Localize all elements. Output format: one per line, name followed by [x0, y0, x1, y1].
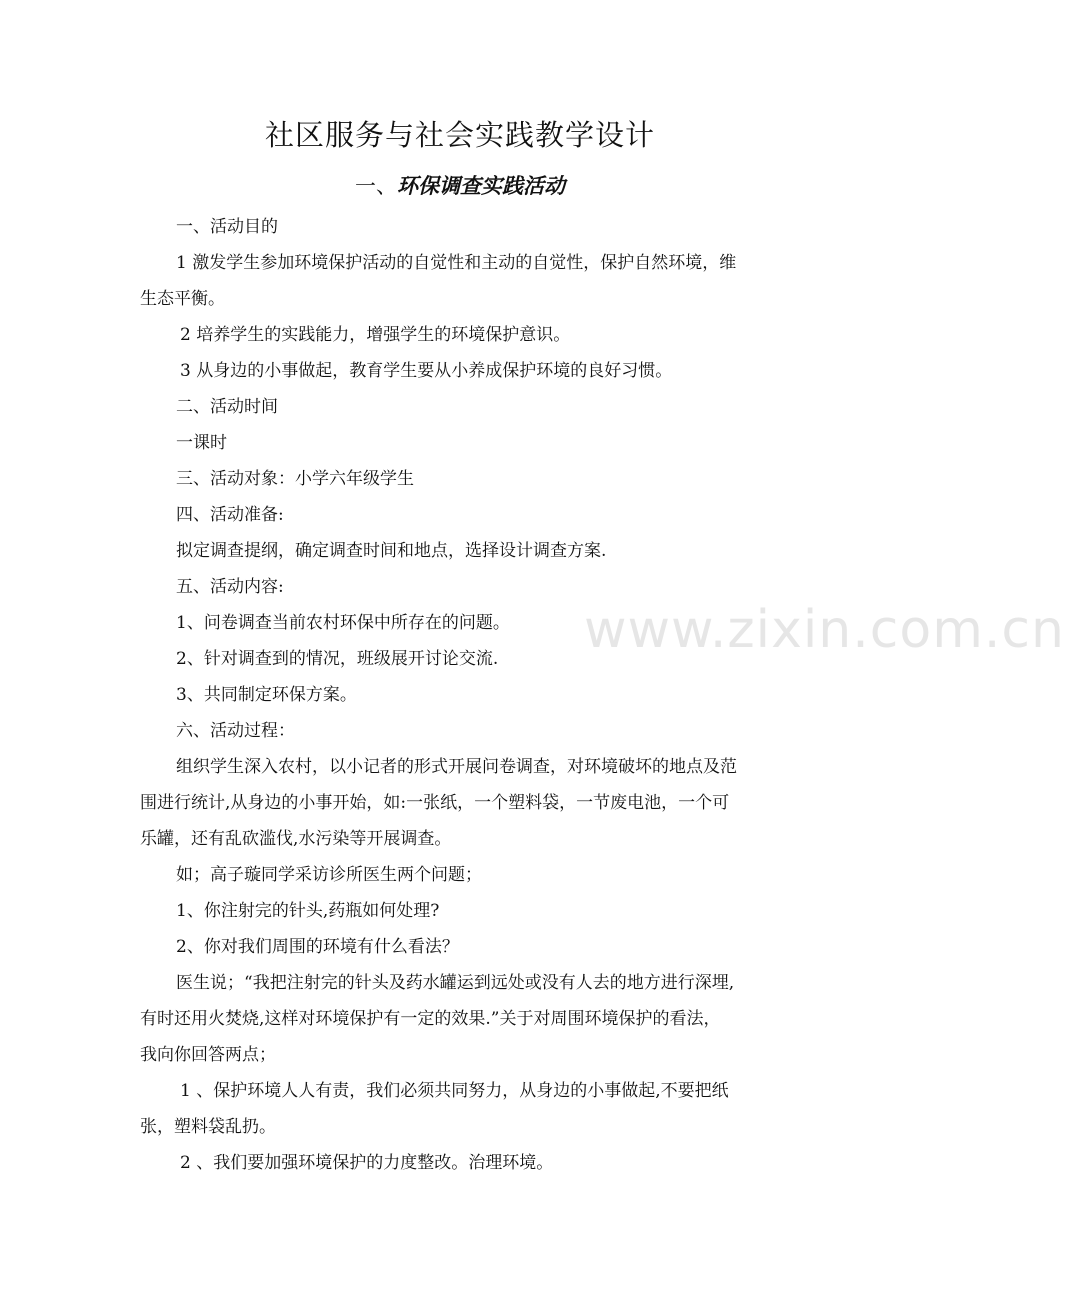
list-item: 1、你注射完的针头,药瓶如何处理?: [176, 901, 440, 921]
paragraph-line: 医生说；“我把注射完的针头及药水罐运到远处或没有人去的地方进行深埋,: [176, 973, 735, 993]
list-item: 2、你对我们周围的环境有什么看法？: [176, 937, 459, 957]
paragraph-line: 2 培养学生的实践能力，增强学生的环境保护意识。: [180, 325, 571, 345]
list-item: 2、针对调查到的情况，班级展开讨论交流.: [176, 649, 499, 669]
list-item: 2 、我们要加强环境保护的力度整改。治理环境。: [180, 1153, 554, 1173]
paragraph-line: 拟定调查提纲，确定调查时间和地点，选择设计调查方案.: [176, 541, 607, 561]
paragraph-line: 如；高子璇同学采访诊所医生两个问题；: [176, 865, 482, 885]
heading-preparation: 四、活动准备:: [176, 505, 284, 525]
section-heading: [0, 166, 920, 206]
heading-process: 六、活动过程：: [176, 721, 295, 741]
list-item: 1 、保护环境人人有责，我们必须共同努力，从身边的小事做起,不要把纸: [180, 1081, 729, 1101]
paragraph-line: 我向你回答两点；: [140, 1045, 276, 1065]
list-item: 3、共同制定环保方案。: [176, 685, 357, 705]
paragraph-line: 有时还用火焚烧,这样对环境保护有一定的效果.”关于对周围环境保护的看法，: [140, 1009, 721, 1029]
heading-purpose: 一、活动目的: [176, 217, 278, 237]
paragraph-line: 生态平衡。: [140, 289, 225, 309]
paragraph-line: 一课时: [176, 433, 227, 453]
watermark: www.zixin.com.cn: [584, 600, 1065, 660]
paragraph-line: 乐罐，还有乱砍滥伐,水污染等开展调查。: [140, 829, 452, 849]
paragraph-line: 张，塑料袋乱扔。: [140, 1117, 276, 1137]
paragraph-line: 围进行统计,从身边的小事开始，如:一张纸，一个塑料袋，一节废电池，一个可: [140, 793, 730, 813]
section-name: 环保调查实践活动: [397, 174, 565, 198]
paragraph-line: 组织学生深入农村，以小记者的形式开展问卷调查，对环境破坏的地点及范: [176, 757, 737, 777]
heading-time: 二、活动时间: [176, 397, 278, 417]
paragraph-line: 1 激发学生参加环境保护活动的自觉性和主动的自觉性，保护自然环境，维: [176, 253, 737, 273]
paragraph-line: 3 从身边的小事做起，教育学生要从小养成保护环境的良好习惯。: [180, 361, 673, 381]
heading-content: 五、活动内容:: [176, 577, 284, 597]
heading-target: 三、活动对象：小学六年级学生: [176, 469, 414, 489]
list-item: 1、问卷调查当前农村环保中所存在的问题。: [176, 613, 510, 633]
section-number: 一、: [355, 174, 397, 198]
document-title: 社区服务与社会实践教学设计: [264, 118, 655, 152]
